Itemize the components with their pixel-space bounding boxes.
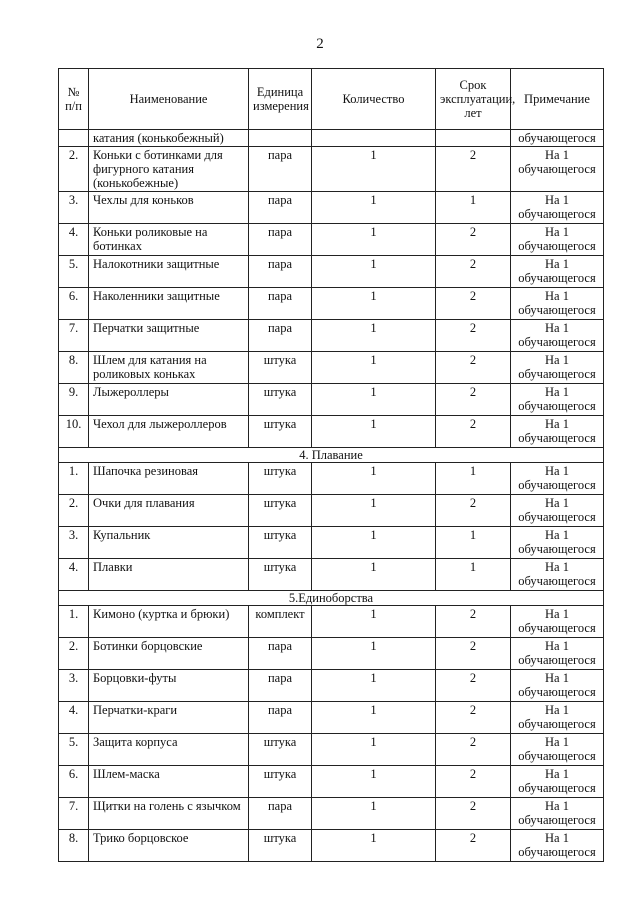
- equipment-table: [58, 68, 604, 862]
- cell-num: 2.: [59, 638, 89, 670]
- cell-life: 1: [436, 192, 511, 224]
- page-number: 2: [316, 36, 324, 52]
- table-row: [59, 527, 604, 559]
- cell-life: 2: [436, 702, 511, 734]
- table-row: [59, 670, 604, 702]
- cell-qty: 1: [312, 798, 436, 830]
- cell-life: 2: [436, 670, 511, 702]
- cell-unit: пара: [249, 638, 312, 670]
- cell-unit: пара: [249, 288, 312, 320]
- cell-name: Перчатки-краги: [89, 702, 249, 734]
- cell-note: обучающегося: [511, 130, 604, 147]
- cell-qty: 1: [312, 638, 436, 670]
- cell-note: На 1 обучающегося: [511, 416, 604, 448]
- cell-name: Шлем для катания на роликовых коньках: [89, 352, 249, 384]
- cell-life: 2: [436, 734, 511, 766]
- cell-name: Трико борцовское: [89, 830, 249, 862]
- cell-unit: комплект: [249, 606, 312, 638]
- header-note: Примечание: [511, 69, 604, 130]
- cell-qty: 1: [312, 320, 436, 352]
- cell-qty: 1: [312, 606, 436, 638]
- table-row: [59, 192, 604, 224]
- table-row: [59, 224, 604, 256]
- table-row: [59, 559, 604, 591]
- cell-name: Шапочка резиновая: [89, 463, 249, 495]
- cell-unit: пара: [249, 798, 312, 830]
- table-row: [59, 830, 604, 862]
- cell-num: 2.: [59, 495, 89, 527]
- cell-note: На 1 обучающегося: [511, 224, 604, 256]
- cell-life: [436, 130, 511, 147]
- cell-life: 1: [436, 527, 511, 559]
- cell-unit: штука: [249, 384, 312, 416]
- cell-name: Шлем-маска: [89, 766, 249, 798]
- cell-life: 2: [436, 352, 511, 384]
- cell-name: Коньки роликовые на ботинках: [89, 224, 249, 256]
- cell-num: 8.: [59, 830, 89, 862]
- cell-name: Лыжероллеры: [89, 384, 249, 416]
- cell-qty: 1: [312, 766, 436, 798]
- cell-life: 2: [436, 798, 511, 830]
- header-num: № п/п: [59, 69, 89, 130]
- cell-num: 3.: [59, 192, 89, 224]
- cell-name: Налокотники защитные: [89, 256, 249, 288]
- cell-life: 2: [436, 416, 511, 448]
- cell-unit: пара: [249, 224, 312, 256]
- cell-note: На 1 обучающегося: [511, 463, 604, 495]
- cell-note: На 1 обучающегося: [511, 559, 604, 591]
- cell-unit: пара: [249, 702, 312, 734]
- cell-life: 1: [436, 559, 511, 591]
- cell-qty: 1: [312, 830, 436, 862]
- cell-note: На 1 обучающегося: [511, 288, 604, 320]
- cell-qty: 1: [312, 288, 436, 320]
- cell-num: 7.: [59, 320, 89, 352]
- table-row: [59, 320, 604, 352]
- cell-note: На 1 обучающегося: [511, 384, 604, 416]
- cell-unit: штука: [249, 463, 312, 495]
- cell-note: На 1 обучающегося: [511, 734, 604, 766]
- cell-num: 5.: [59, 256, 89, 288]
- cell-life: 2: [436, 384, 511, 416]
- cell-name: Чехол для лыжероллеров: [89, 416, 249, 448]
- cell-name: Плавки: [89, 559, 249, 591]
- cell-name: Борцовки-футы: [89, 670, 249, 702]
- cell-qty: 1: [312, 559, 436, 591]
- cell-num: 7.: [59, 798, 89, 830]
- header-qty: Количество: [312, 69, 436, 130]
- table-row: [59, 256, 604, 288]
- cell-note: На 1 обучающегося: [511, 495, 604, 527]
- table-row: [59, 638, 604, 670]
- table-row: [59, 798, 604, 830]
- cell-note: На 1 обучающегося: [511, 830, 604, 862]
- cell-name: Наколенники защитные: [89, 288, 249, 320]
- cell-note: На 1 обучающегося: [511, 147, 604, 192]
- cell-name: Коньки с ботинками для фигурного катания (конькобежные): [89, 147, 249, 192]
- cell-life: 2: [436, 224, 511, 256]
- table-row: [59, 384, 604, 416]
- cell-num: 5.: [59, 734, 89, 766]
- cell-note: На 1 обучающегося: [511, 256, 604, 288]
- cell-unit: штука: [249, 416, 312, 448]
- cell-name: Перчатки защитные: [89, 320, 249, 352]
- cell-unit: пара: [249, 670, 312, 702]
- cell-life: 2: [436, 256, 511, 288]
- table-row: [59, 352, 604, 384]
- cell-note: На 1 обучающегося: [511, 670, 604, 702]
- table-row: [59, 147, 604, 192]
- cell-unit: штука: [249, 352, 312, 384]
- cell-qty: 1: [312, 734, 436, 766]
- table-row: [59, 766, 604, 798]
- cell-num: 1.: [59, 606, 89, 638]
- cell-qty: 1: [312, 702, 436, 734]
- cell-num: 2.: [59, 147, 89, 192]
- header-unit: Единица измерения: [249, 69, 312, 130]
- cell-note: На 1 обучающегося: [511, 606, 604, 638]
- cell-name: Очки для плавания: [89, 495, 249, 527]
- cell-qty: 1: [312, 224, 436, 256]
- cell-unit: штука: [249, 527, 312, 559]
- table-row: [59, 606, 604, 638]
- cell-qty: 1: [312, 352, 436, 384]
- cell-num: 10.: [59, 416, 89, 448]
- cell-num: 6.: [59, 766, 89, 798]
- cell-note: На 1 обучающегося: [511, 798, 604, 830]
- header-name: Наименование: [89, 69, 249, 130]
- cell-life: 2: [436, 288, 511, 320]
- cell-unit: [249, 130, 312, 147]
- cell-unit: штука: [249, 495, 312, 527]
- cell-name: Щитки на голень с язычком: [89, 798, 249, 830]
- cell-unit: пара: [249, 192, 312, 224]
- cell-name: Защита корпуса: [89, 734, 249, 766]
- cell-num: 9.: [59, 384, 89, 416]
- section-title: 4. Плавание: [59, 448, 604, 463]
- table-header-row: [59, 69, 604, 130]
- cell-num: 4.: [59, 702, 89, 734]
- cell-name: катания (конькобежный): [89, 130, 249, 147]
- cell-qty: 1: [312, 192, 436, 224]
- cell-unit: штука: [249, 766, 312, 798]
- cell-num: 3.: [59, 670, 89, 702]
- cell-name: Ботинки борцовские: [89, 638, 249, 670]
- cell-qty: 1: [312, 384, 436, 416]
- cell-num: 3.: [59, 527, 89, 559]
- cell-note: На 1 обучающегося: [511, 766, 604, 798]
- cell-note: На 1 обучающегося: [511, 320, 604, 352]
- cell-life: 2: [436, 495, 511, 527]
- cell-qty: 1: [312, 463, 436, 495]
- cell-unit: штука: [249, 734, 312, 766]
- cell-name: Чехлы для коньков: [89, 192, 249, 224]
- cell-num: 1.: [59, 463, 89, 495]
- cell-name: Купальник: [89, 527, 249, 559]
- cell-note: На 1 обучающегося: [511, 702, 604, 734]
- cell-num: [59, 130, 89, 147]
- cell-life: 2: [436, 320, 511, 352]
- table-row: [59, 495, 604, 527]
- cell-unit: штука: [249, 830, 312, 862]
- cell-qty: 1: [312, 416, 436, 448]
- cell-qty: 1: [312, 670, 436, 702]
- cell-unit: пара: [249, 320, 312, 352]
- table-row: [59, 416, 604, 448]
- cell-num: 4.: [59, 224, 89, 256]
- cell-qty: [312, 130, 436, 147]
- cell-qty: 1: [312, 147, 436, 192]
- table-body: [59, 130, 604, 862]
- cell-unit: пара: [249, 256, 312, 288]
- cell-life: 2: [436, 766, 511, 798]
- header-life: Срок эксплуатации, лет: [436, 69, 511, 130]
- cell-life: 2: [436, 606, 511, 638]
- cell-qty: 1: [312, 256, 436, 288]
- table-row: [59, 463, 604, 495]
- table-row: [59, 734, 604, 766]
- cell-unit: пара: [249, 147, 312, 192]
- cell-num: 4.: [59, 559, 89, 591]
- cell-note: На 1 обучающегося: [511, 638, 604, 670]
- section-row: [59, 448, 604, 463]
- cell-life: 1: [436, 463, 511, 495]
- continuation-row: [59, 130, 604, 147]
- section-row: [59, 591, 604, 606]
- cell-qty: 1: [312, 527, 436, 559]
- cell-life: 2: [436, 638, 511, 670]
- cell-num: 8.: [59, 352, 89, 384]
- cell-note: На 1 обучающегося: [511, 527, 604, 559]
- section-title: 5.Единоборства: [59, 591, 604, 606]
- cell-note: На 1 обучающегося: [511, 192, 604, 224]
- cell-note: На 1 обучающегося: [511, 352, 604, 384]
- table-row: [59, 288, 604, 320]
- cell-unit: штука: [249, 559, 312, 591]
- cell-name: Кимоно (куртка и брюки): [89, 606, 249, 638]
- cell-life: 2: [436, 147, 511, 192]
- cell-life: 2: [436, 830, 511, 862]
- cell-num: 6.: [59, 288, 89, 320]
- table-row: [59, 702, 604, 734]
- cell-qty: 1: [312, 495, 436, 527]
